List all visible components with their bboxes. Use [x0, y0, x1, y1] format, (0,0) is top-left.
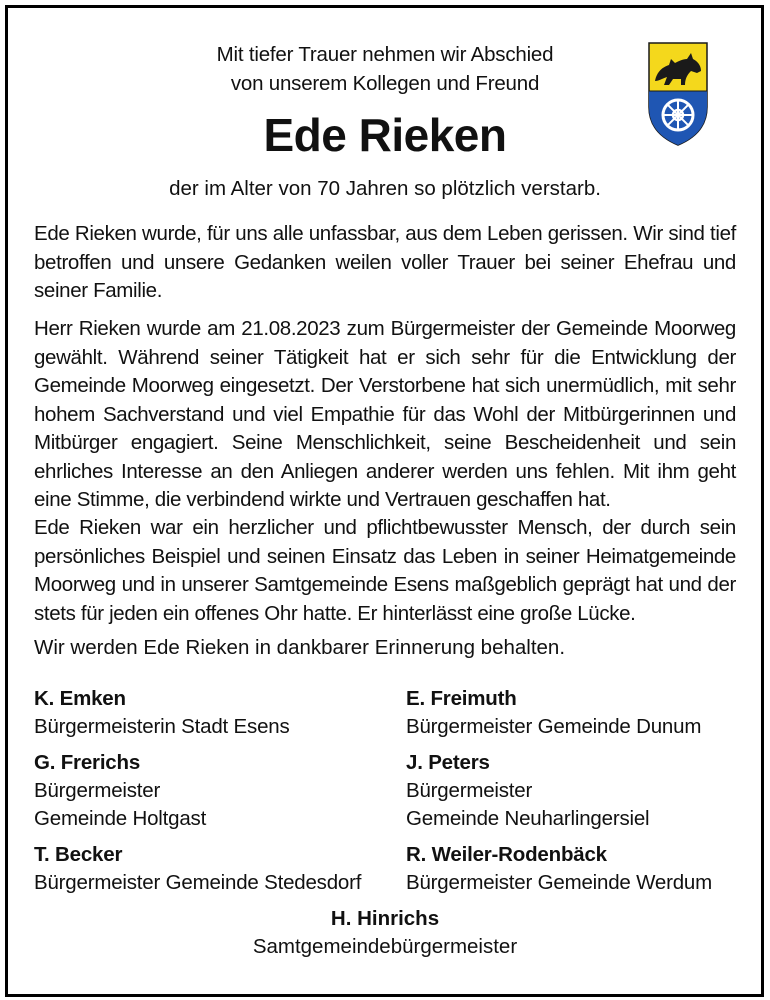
signatory-title: Bürgermeister [406, 779, 533, 802]
signatory-title: Bürgermeister Gemeinde Stedesdorf [34, 871, 362, 894]
signatory-emken [34, 685, 290, 741]
signatory-becker [34, 841, 361, 897]
header-line-1: Mit tiefer Trauer nehmen wir Abschied [216, 43, 554, 66]
signatory-name: K. Emken [34, 687, 126, 710]
signatory-title: Samtgemeindebürgermeister [252, 935, 518, 958]
signatory-title: Gemeinde Neuharlingersiel [406, 807, 650, 830]
signatory-title: Bürgermeisterin Stadt Esens [34, 715, 290, 738]
signatory-name: T. Becker [34, 843, 123, 866]
closing-line: Wir werden Ede Rieken in dankbarer Erinnerung behalten. [34, 636, 566, 659]
signatory-name: E. Freimuth [406, 687, 517, 710]
signatory-name: J. Peters [406, 751, 490, 774]
header-line-2: von unserem Kollegen und Freund [230, 72, 540, 95]
signatory-title: Bürgermeister [34, 779, 161, 802]
paragraph-2: Herr Rieken wurde am 21.08.2023 zum Bürgermeister der Gemeinde Moorweg gewählt. Während seiner Tätigkeit hat er sich sehr für die Entwicklung der Gemeinde Moorweg eingesetzt. Der Verstorbene hat sich unermüdlich, mit sehr hohem Sachverstand und viel Empathie für das Wohl der Mitbürgerinnen und Mitbürger engagiert. Seine Menschlichkeit, seine Bescheidenheit und sein ehrliches Interesse an den Anliegen anderer werden uns fehlen. Mit ihm geht eine Stimme, die verbindend wirkte und Vertrauen geschaffen hat. [34, 317, 736, 511]
signatory-name: R. Weiler-Rodenbäck [406, 843, 607, 866]
deceased-name: Ede Rieken [263, 109, 507, 161]
age-line: der im Alter von 70 Jahren so plötzlich verstarb. [169, 177, 601, 200]
signatory-weiler-rodenbaeck [406, 841, 712, 897]
signatory-hinrichs [0, 905, 770, 961]
signatory-frerichs [34, 749, 206, 833]
signatory-name: G. Frerichs [34, 751, 141, 774]
paragraph-1: Ede Rieken wurde, für uns alle unfassbar, aus dem Leben gerissen. Wir sind tief betroffen und unsere Gedanken weilen voller Trauer bei seiner Ehefrau und seiner Familie. [34, 222, 736, 302]
signatory-peters [406, 749, 649, 833]
signatory-freimuth [406, 685, 701, 741]
signatory-name: H. Hinrichs [330, 907, 440, 930]
signatory-title: Gemeinde Holtgast [34, 807, 207, 830]
signatory-title: Bürgermeister Gemeinde Dunum [406, 715, 702, 738]
paragraph-3: Ede Rieken war ein herzlicher und pflichtbewusster Mensch, der durch sein persönliches Beispiel und seinen Einsatz das Leben in seiner Heimatgemeinde Moorweg und in unserer Samtgemeinde Esens maßgeblich geprägt hat und der stets für jeden ein offenes Ohr hatte. Er hinterlässt eine große Lücke. [34, 516, 736, 625]
signatory-title: Bürgermeister Gemeinde Werdum [406, 871, 712, 894]
